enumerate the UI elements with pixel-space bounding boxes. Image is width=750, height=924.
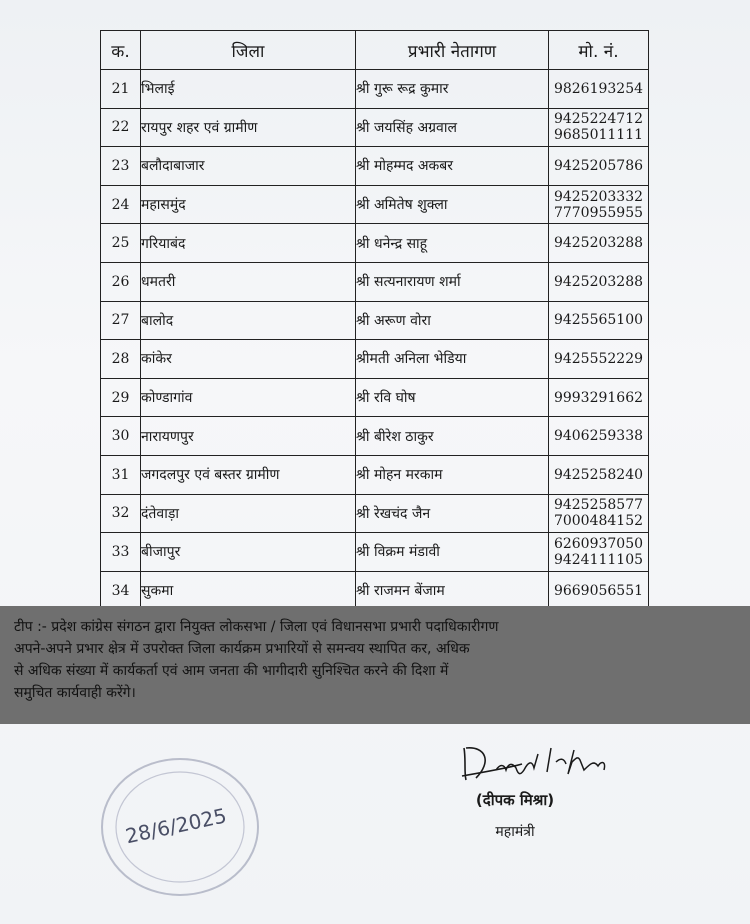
row-district: कोण्डागांव xyxy=(141,378,356,417)
note-line: से अधिक संख्या में कार्यकर्ता एवं आम जनता की भागीदारी सुनिश्चित करने की दिशा में xyxy=(14,663,449,679)
row-number: 31 xyxy=(101,455,141,494)
table-row xyxy=(101,494,649,533)
phone-primary: 6260937050 xyxy=(553,535,644,552)
row-leader: श्री जयसिंह अग्रवाल xyxy=(356,108,549,147)
table-row xyxy=(101,70,649,109)
handwritten-signature xyxy=(456,740,656,786)
row-number: 30 xyxy=(101,417,141,456)
row-phone xyxy=(549,108,649,147)
date-stamp xyxy=(95,752,265,902)
row-leader: श्री धनेन्द्र साहू xyxy=(356,224,549,263)
table-row xyxy=(101,301,649,340)
row-number: 24 xyxy=(101,185,141,224)
phone-primary: 9425258577 xyxy=(553,497,644,514)
row-number: 26 xyxy=(101,262,141,301)
signatory-name: (दीपक मिश्रा) xyxy=(475,791,555,809)
row-district: सुकमा xyxy=(141,571,356,610)
header-leader: प्रभारी नेतागण xyxy=(356,31,549,70)
table-row xyxy=(101,533,649,572)
row-number: 25 xyxy=(101,224,141,263)
row-phone xyxy=(549,147,649,186)
phone-primary: 9425565100 xyxy=(553,312,644,329)
row-leader: श्री राजमन बेंजाम xyxy=(356,571,549,610)
table-row xyxy=(101,224,649,263)
row-phone xyxy=(549,455,649,494)
row-phone xyxy=(549,70,649,109)
row-leader: श्री मोहन मरकाम xyxy=(356,455,549,494)
row-district: बालोद xyxy=(141,301,356,340)
row-phone xyxy=(549,417,649,456)
phone-primary: 9425203288 xyxy=(553,273,644,290)
row-number: 21 xyxy=(101,70,141,109)
row-number: 27 xyxy=(101,301,141,340)
row-leader: श्री अरूण वोरा xyxy=(356,301,549,340)
row-number: 28 xyxy=(101,340,141,379)
signatory-title: महामंत्री xyxy=(495,824,535,840)
row-leader: श्री विक्रम मंडावी xyxy=(356,533,549,572)
row-number: 29 xyxy=(101,378,141,417)
row-phone xyxy=(549,301,649,340)
row-phone xyxy=(549,185,649,224)
phone-primary: 9425203288 xyxy=(553,235,644,252)
table-row xyxy=(101,571,649,610)
row-district: बलौदाबाजार xyxy=(141,147,356,186)
table-row xyxy=(101,108,649,147)
row-district: जगदलपुर एवं बस्तर ग्रामीण xyxy=(141,455,356,494)
row-district: महासमुंद xyxy=(141,185,356,224)
phone-primary: 9826193254 xyxy=(553,80,644,97)
header-mobile: मो. नं. xyxy=(549,31,649,70)
row-leader: श्री बीरेश ठाकुर xyxy=(356,417,549,456)
row-district: नारायणपुर xyxy=(141,417,356,456)
row-phone xyxy=(549,533,649,572)
row-leader: श्री सत्यनारायण शर्मा xyxy=(356,262,549,301)
note-line: समुचित कार्यवाही करेंगे। xyxy=(14,685,136,701)
row-leader: श्रीमती अनिला भेडिया xyxy=(356,340,549,379)
note-line: टीप :- प्रदेश कांग्रेस संगठन द्वारा नियुक्त लोकसभा / जिला एवं विधानसभा प्रभारी पदाधिकारीगण xyxy=(14,619,499,635)
row-district: कांकेर xyxy=(141,340,356,379)
phone-primary: 9406259338 xyxy=(553,428,644,445)
table-row xyxy=(101,340,649,379)
table-row xyxy=(101,185,649,224)
header-serial: क. xyxy=(101,31,141,70)
row-phone xyxy=(549,224,649,263)
row-leader: श्री मोहम्मद अकबर xyxy=(356,147,549,186)
row-leader: श्री अमितेष शुक्ला xyxy=(356,185,549,224)
table-row xyxy=(101,262,649,301)
row-number: 22 xyxy=(101,108,141,147)
row-district: दंतेवाड़ा xyxy=(141,494,356,533)
table-row xyxy=(101,378,649,417)
table-row xyxy=(101,147,649,186)
phone-secondary: 9424111105 xyxy=(553,551,644,568)
row-number: 34 xyxy=(101,571,141,610)
row-district: धमतरी xyxy=(141,262,356,301)
row-district: रायपुर शहर एवं ग्रामीण xyxy=(141,108,356,147)
row-number: 33 xyxy=(101,533,141,572)
phone-primary: 9425205786 xyxy=(553,157,644,174)
phone-secondary: 9685011111 xyxy=(553,127,644,144)
row-phone xyxy=(549,494,649,533)
row-phone xyxy=(549,340,649,379)
row-number: 23 xyxy=(101,147,141,186)
phone-primary: 9669056551 xyxy=(553,582,644,599)
phone-primary: 9425224712 xyxy=(553,111,644,128)
row-phone xyxy=(549,378,649,417)
leaders-table xyxy=(100,30,649,610)
row-district: भिलाई xyxy=(141,70,356,109)
note-line: अपने-अपने प्रभार क्षेत्र में उपरोक्त जिला कार्यक्रम प्रभारियों से समन्वय स्थापित कर, अधिक xyxy=(14,641,470,657)
phone-primary: 9425552229 xyxy=(553,350,644,367)
row-number: 32 xyxy=(101,494,141,533)
table-row xyxy=(101,417,649,456)
phone-primary: 9993291662 xyxy=(553,389,644,406)
header-district: जिला xyxy=(141,31,356,70)
row-leader: श्री रेखचंद जैन xyxy=(356,494,549,533)
row-district: बीजापुर xyxy=(141,533,356,572)
stamp-date: 28/6/2025 xyxy=(123,803,229,849)
row-phone xyxy=(549,571,649,610)
phone-primary: 9425258240 xyxy=(553,466,644,483)
phone-secondary: 7000484152 xyxy=(553,513,644,530)
row-district: गरियाबंद xyxy=(141,224,356,263)
row-phone xyxy=(549,262,649,301)
table-header-row xyxy=(101,31,649,70)
row-leader: श्री रवि घोष xyxy=(356,378,549,417)
row-leader: श्री गुरू रूद्र कुमार xyxy=(356,70,549,109)
instruction-note xyxy=(14,616,642,704)
table-row xyxy=(101,455,649,494)
phone-primary: 9425203332 xyxy=(553,188,644,205)
phone-secondary: 7770955955 xyxy=(553,204,644,221)
